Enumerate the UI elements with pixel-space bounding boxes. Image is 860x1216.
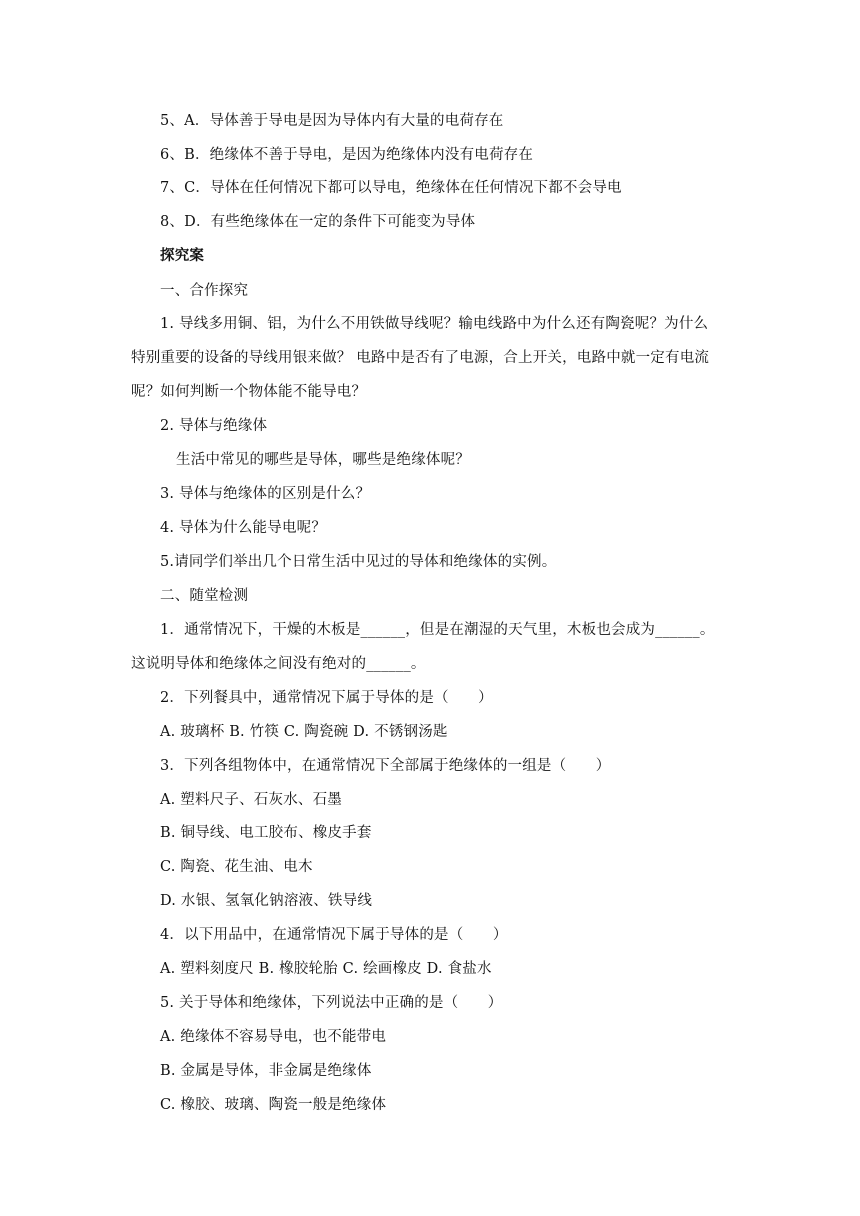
quiz-q3-option-c: C. 陶瓷、花生油、电木 bbox=[160, 859, 313, 875]
review-item-8: 8、D．有些绝缘体在一定的条件下可能变为导体 bbox=[160, 214, 476, 230]
quiz-q2: 2．下列餐具中，通常情况下属于导体的是（ ） bbox=[160, 690, 493, 706]
quiz-heading: 二、随堂检测 bbox=[160, 588, 249, 604]
cooperative-q5: 5.请同学们举出几个日常生活中见过的导体和绝缘体的实例。 bbox=[160, 554, 557, 570]
cooperative-q3: 3. 导体与绝缘体的区别是什么？ bbox=[160, 486, 371, 502]
quiz-q1-line1: 1．通常情况下，干燥的木板是______，但是在潮湿的天气里，木板也会成为______。 bbox=[160, 622, 715, 638]
cooperative-q2: 2. 导体与绝缘体 bbox=[160, 418, 268, 434]
quiz-q4-options: A. 塑料刻度尺 B. 橡胶轮胎 C. 绘画橡皮 D. 食盐水 bbox=[160, 961, 492, 977]
cooperative-q2-sub: 生活中常见的哪些是导体，哪些是绝缘体呢？ bbox=[176, 452, 470, 468]
section-title: 探究案 bbox=[160, 247, 205, 264]
quiz-q4: 4．以下用品中，在通常情况下属于导体的是（ ） bbox=[160, 927, 508, 943]
quiz-q5: 5. 关于导体和绝缘体，下列说法中正确的是（ ） bbox=[160, 995, 503, 1011]
quiz-q2-options: A. 玻璃杯 B. 竹筷 C. 陶瓷碗 D. 不锈钢汤匙 bbox=[160, 724, 448, 740]
quiz-q3-option-d: D. 水银、氢氧化钠溶液、铁导线 bbox=[160, 893, 373, 909]
review-item-7: 7、C．导体在任何情况下都可以导电，绝缘体在任何情况下都不会导电 bbox=[160, 180, 622, 196]
cooperative-q1-line1: 1. 导线多用铜、铝，为什么不用铁做导线呢？输电线路中为什么还有陶瓷呢？为什么 bbox=[160, 316, 709, 332]
cooperative-q1-line2: 特别重要的设备的导线用银来做？ 电路中是否有了电源，合上开关，电路中就一定有电流 bbox=[131, 350, 710, 366]
cooperative-q4: 4. 导体为什么能导电呢？ bbox=[160, 520, 327, 536]
quiz-q5-option-a: A. 绝缘体不容易导电，也不能带电 bbox=[160, 1029, 387, 1045]
quiz-q3-option-b: B. 铜导线、电工胶布、橡皮手套 bbox=[160, 825, 372, 841]
quiz-q3-option-a: A. 塑料尺子、石灰水、石墨 bbox=[160, 792, 342, 808]
review-item-6: 6、B．绝缘体不善于导电，是因为绝缘体内没有电荷存在 bbox=[160, 147, 534, 163]
cooperative-heading: 一、合作探究 bbox=[160, 283, 249, 299]
quiz-q3: 3．下列各组物体中，在通常情况下全部属于绝缘体的一组是（ ） bbox=[160, 758, 611, 774]
review-item-5: 5、A．导体善于导电是因为导体内有大量的电荷存在 bbox=[160, 113, 504, 129]
quiz-q1-line2: 这说明导体和绝缘体之间没有绝对的______。 bbox=[131, 656, 426, 672]
quiz-q5-option-b: B. 金属是导体，非金属是绝缘体 bbox=[160, 1063, 372, 1079]
cooperative-q1-line3: 呢？如何判断一个物体能不能导电？ bbox=[131, 384, 367, 400]
quiz-q5-option-c: C. 橡胶、玻璃、陶瓷一般是绝缘体 bbox=[160, 1097, 387, 1113]
